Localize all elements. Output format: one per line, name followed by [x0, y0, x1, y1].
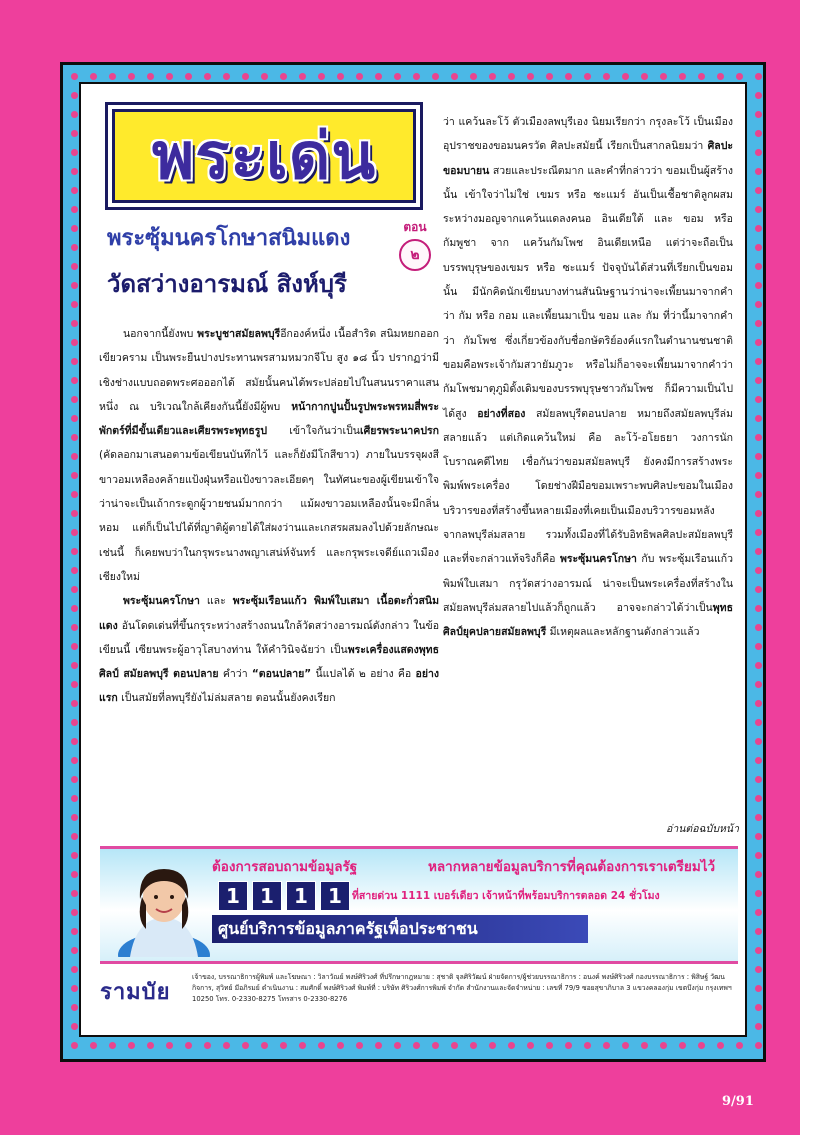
text-run: คำว่า [218, 668, 252, 681]
bold-phrase: พระเครื่องแสดงพุทธศิลป์ สมัยลพบุรี ตอนปลาย [99, 643, 439, 681]
bold-phrase: พระบูชาสมัยลพบุรี [197, 328, 281, 340]
article-paragraph [443, 110, 733, 645]
hotline-digit: 1 [286, 881, 316, 911]
text-run: กับ พระซุ้มเรือนแก้ว พิมพ์ใบเสมา กรุวัดสว่างอารมณ์ น่าจะเป็นพระเครื่องที่สร้างในสมัยลพบุรีล่มสลายไปแล้วก็ถูกแล้ว อาจจะกล่าวได้ว่าเป็น [443, 553, 733, 614]
advertisement-banner [100, 846, 738, 964]
hotline-digit: 1 [252, 881, 282, 911]
text-run: อันโดดเด่นที่ขึ้นกรุระหว่างสร้างถนนใกล้วัดสว่างอารมณ์ดังกล่าว ในข้อเขียนนี้ เซียนพระผู้อาวุโสบางท่าน ให้คำวินิจฉัยว่า เป็น [99, 619, 439, 656]
bold-phrase: เศียรพระนาคปรก [359, 425, 439, 438]
bold-phrase: ศิลปะขอมบายน [443, 140, 733, 177]
article-paragraph [99, 589, 439, 710]
hotline-digit: 1 [320, 881, 350, 911]
bold-phrase: พระซุ้มนครโกษา [559, 553, 637, 566]
temple-heading: วัดสว่างอารมณ์ สิงห์บุรี [107, 270, 347, 298]
text-run: สวยและประณีตมาก และคำที่กล่าวว่า ขอมเป็นผู้สร้างนั้น เข้าใจว่าไม่ใช่ เขมร หรือ ซะแมร์ อันเป็นเชื้อชาติลูกผสมระหว่างมอญจากแคว้นแดลงคนอ อินเดียใต้ และ ขอม หรือ กัมพูชา จาก แคว้นกัมโพช อินเดียเหนือ แต่ว่าจะถือเป็นบรรพบุรุษของเขมร หรือ ซะแมร์ ปัจจุบันได้ส่วนที่เรียกเป็นขอมนั้น มีนักคิดนักเขียนบางท่านสันนิษฐานว่าน่าจะเพี้ยนมาจากคำว่า กัม หรือ กอม และเพี้ยนมาเป็น ขอม และ กัม ที่ว่านี้มาจากคำว่า กัมโพช ซึ่งเกี่ยวข้องกับชื่อกษัตริย์องค์แรกในตำนานชนชาติขอมคือพระเจ้ากัมสวายัมภูวะ หรือไม่ก็อาจจะเพี้ยนมาจากคำว่ากัมโพชมาตุภูมิดั้งเดิมของบรรพบุรุษชาวกัมโพช ก็มีความเป็นไปได้สูง [443, 164, 733, 420]
publisher-info: เจ้าของ, บรรณาธิการผู้พิมพ์ และโฆษณา : วิลาวัณย์ พงษ์ศิริวงศ์ ที่ปรึกษากฎหมาย : สุชาติ จุลศิริวัฒน์ ฝ่ายจัดการ/ผู้ช่วยบรรณาธิการ : อนงค์ พงษ์ศิริวงศ์ กองบรรณาธิการ : พิสิษฐ์ วัฒนกิจการ, สุวิทย์ มีอภิรมย์ ดำเนินงาน : สมศักดิ์ พงษ์ศิริวงศ์ พิมพ์ที่ : บริษัท ศิริวงศ์การพิมพ์ จำกัด สำนักงานและจัดจำหน่าย : เลขที่ 79/9 ซอยสุขาภิบาล 3 แขวงคลองกุ่ม เขตบึงกุ่ม กรุงเทพฯ 10250 โทร. 0-2330-8275 โทรสาร 0-2330-8276 [192, 973, 732, 1003]
column-logo [105, 102, 423, 210]
text-run: นอกจากนี้ยังพบ [123, 328, 198, 340]
right-column [443, 110, 733, 645]
article-paragraph [99, 322, 439, 589]
text-run: ว่า แคว้นละโว้ ตัวเมืองลพบุรีเอง นิยมเรียกว่า กรุงละโว้ เป็นเมืองอุปราชของขอมนครวัด ศิลปะสมัยนี้ เรียกเป็นสากลนิยมว่า [443, 116, 733, 153]
bold-phrase: พระซุ้มนครโกษา [123, 595, 200, 608]
text-run: เป็นสมัยที่ลพบุรียังไม่ล่มสลาย ตอนนั้นยังคงเรียก [117, 692, 336, 705]
page-number: 9/91 [722, 1094, 754, 1109]
ad-dial-text: ที่สายด่วน 1111 เบอร์เดียว เจ้าหน้าที่พร้อมบริการตลอด 24 ชั่วโมง [352, 890, 660, 902]
text-run: นี้แปลได้ ๒ อย่าง คือ [311, 668, 416, 681]
hotline-digit: 1 [218, 881, 248, 911]
woman-photo [116, 859, 212, 957]
episode-number: ๒ [399, 239, 431, 271]
text-run: และ [199, 595, 233, 608]
left-column [99, 322, 439, 711]
publisher-credits [100, 968, 738, 1028]
ad-center-name: ศูนย์บริการข้อมูลภาครัฐเพื่อประชาชน [212, 915, 588, 943]
text-run: มีเหตุผลและหลักฐานดังกล่าวแล้ว [546, 626, 700, 639]
bold-phrase: อย่างที่สอง [477, 407, 526, 420]
ad-headline-left: ต้องการสอบถามข้อมูลรัฐ [212, 859, 358, 875]
text-run: สมัยลพบุรีตอนปลาย หมายถึงสมัยลพบุรีล่มสลายแล้ว แต่เกิดแคว้นใหม่ คือ ละโว้-อโยธยา วงการนักโบราณคดีไทย เชื่อกันว่าขอมสมัยลพบุรี ยังคงมีการสร้างพระพิมพ์พระเครื่อง โดยช่างฝีมือขอมเพราะพบศิลปะขอมในเมืองบริวารของที่สร้างขึ้นหลายเมืองที่เคยเป็นเมืองบริวารขอมหลังจากลพบุรีล่มสลาย รวมทั้งเมืองที่ได้รับอิทธิพลศิลปะสมัยลพบุรี และที่จะกล่าวแท้จริงก็คือ [443, 407, 733, 566]
hotline-digits [218, 881, 350, 911]
bold-phrase: “ตอนปลาย” [251, 668, 312, 681]
text-run: อีกองค์หนึ่ง เนื้อสำริด สนิมหยกออกเขียวคราม เป็นพระยืนปางประทานพรสามหมวกจีโบ สูง ๑๘ นิ้ว ปรากฏว่ามีเชิงช่างแบบถอดพระศอออกได้ สมัยนั้นคนได้พระปล่อยไปในสนนราคาแสนหนึ่ง ณ บริเวณใกล้เคียงกันนี้ยังมีผู้พบ [99, 328, 439, 413]
publisher-logo: รามบัย [100, 980, 171, 1005]
text-run: (คัดลอกมาเสนอตามข้อเขียนบันทึกไว้ และก็ยังมีโกสีขาว) ภายในบรรจุผงสีขาวอมเหลืองคล้ายแป้งฝุ่นหรือแป้งขาวละเอียดๆ ในทัศนะของผู้เขียนเข้าใจว่าน่าจะเป็นเถ้ากระดูกผู้วายชนม์มากกว่า แม้ผงขาวอมเหลืองนั้นจะมีกลิ่นหอม แต่ก็เป็นไปได้ที่ญาติผู้ตายได้ใส่ผงว่านและเกสรผสมลงไปด้วยลักษณะเช่นนี้ ก็เคยพบว่าในกรุพระนางพญาเสน่ห์จันทร์ และกรุพระเจดีย์แถวเมืองเชียงใหม่ [99, 449, 439, 583]
episode-label: ตอน [403, 220, 427, 234]
ad-headline-right: หลากหลายข้อมูลบริการที่คุณต้องการเราเตรียมไว้ [428, 859, 716, 875]
bold-phrase: พระซุ้มเรือนแก้ว พิมพ์ใบเสมา เนื้อตะกั่วสนิมแดง [99, 595, 439, 632]
continued-note: อ่านต่อฉบับหน้า [666, 823, 739, 835]
logo-text: พระเด่น [151, 120, 377, 194]
bold-phrase: หน้ากากปูนปั้นรูปพระพรหมสี่พระพักตร์ที่มีขั้นเดียวและเศียรพระพุทธรูป [99, 400, 439, 438]
bold-phrase: อย่างแรก [99, 668, 440, 705]
article-content [79, 82, 747, 1037]
article-title: พระซุ้มนครโกษาสนิมแดง [107, 226, 351, 251]
bold-phrase: พุทธศิลป์ยุคปลายสมัยลพบุรี [443, 601, 733, 639]
text-run: เข้าใจกันว่าเป็น [267, 425, 360, 438]
